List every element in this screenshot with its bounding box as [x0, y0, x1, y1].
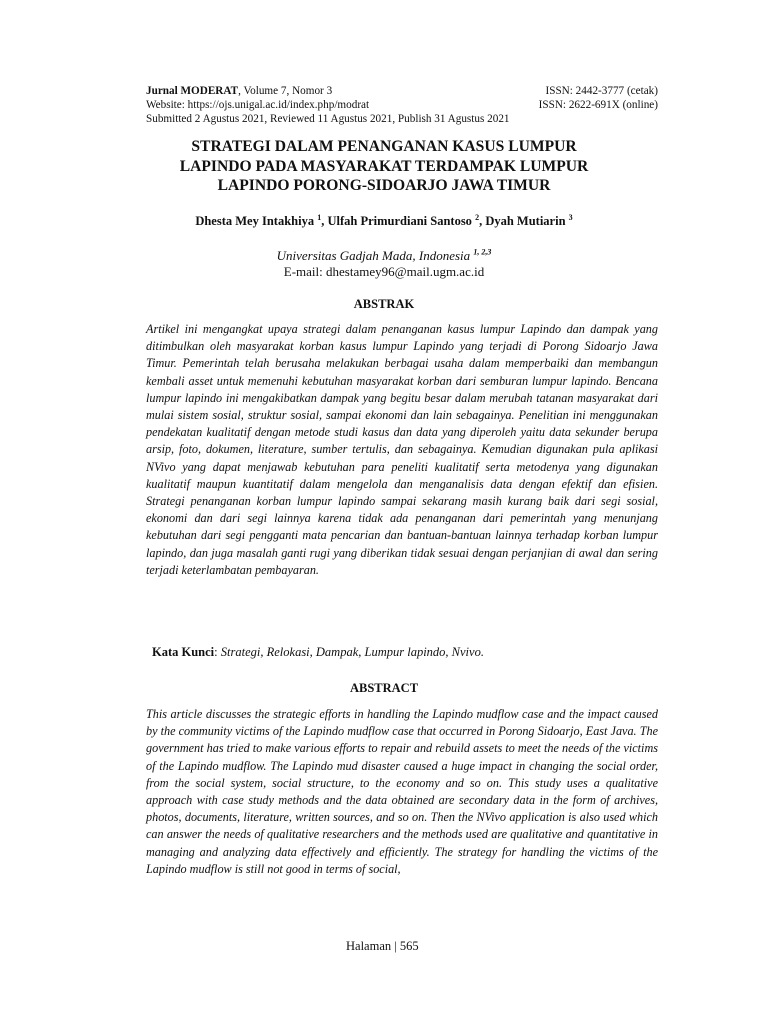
author-name: Ulfah Primurdiani Santoso [327, 214, 472, 228]
abstrak-text: Artikel ini mengangkat upaya strategi dalam penanganan kasus lumpur Lapindo dan dampak yang ditimbulkan oleh masyarakat korban kasus lumpur Lapindo yang terjadi di Porong Sidoarjo Jawa Timur. Pemerintah telah berusaha melakukan berbagai usaha dalam memperbaiki dan membangun kembali asset untuk memenuhi kebutuhan masyarakat korban dari semburan lumpur lapindo. Bencana lumpur lapindo ini mengakibatkan dampak yang begitu besar dalam merubah tatanan masyarakat dari mulai sistem sosial, struktur sosial, sampai ekonomi dan lain sebagainya. Penelitian ini menggunakan pendekatan kualitatif dengan metode studi kasus dan data yang diperoleh yaitu data sekunder berupa arsip, foto, dokumen, literature, sumber tertulis, dan sebagainya. Kemudian digunakan pula aplikasi NVivo yang dapat menjawab kebutuhan para peneliti kualitatif serta metodenya yang digunakan kualitatif maupun kuantitatif dalam mengelola dan menganalisis data dengan efektif dan efisien. Strategi penanganan korban lumpur lapindo sampai sekarang masih kurang baik dari segi sosial, ekonomi dan dari segi lainnya karena tidak ada penanganan dari pemerintah yang menunjang kebutuhan dari segi pengganti mata pencarian dan bantuan-bantuan lainnya terhadap korban lumpur lapindo, dan juga masalah ganti rugi yang diberikan tidak sesuai dengan perjanjian di awal dan sering terjadi keterlambatan pembayaran. [146, 322, 658, 577]
author-list [120, 213, 648, 229]
issn-print: ISSN: 2442-3777 (cetak) [545, 85, 658, 97]
title-line: LAPINDO PORONG-SIDOARJO JAWA TIMUR [217, 177, 551, 194]
author-name: Dhesta Mey Intakhiya [195, 214, 315, 228]
title-line: LAPINDO PADA MASYARAKAT TERDAMPAK LUMPUR [179, 157, 589, 175]
abstrak-heading: ABSTRAK [353, 297, 415, 311]
website-line [146, 98, 658, 112]
title-line: STRATEGI DALAM PENANGANAN KASUS LUMPUR [191, 138, 577, 155]
abstract-heading: ABSTRACT [349, 681, 419, 695]
keywords-line: Kata Kunci: Strategi, Relokasi, Dampak, Lumpur lapindo, Nvivo. [152, 645, 484, 659]
journal-volume: , Volume 7, Nomor 3 [238, 85, 333, 97]
university-name: Universitas Gadjah Mada, Indonesia [276, 248, 471, 263]
website-url: Website: https://ojs.unigal.ac.id/index.php/modrat [146, 99, 370, 111]
author-affil-mark: 2 [475, 212, 480, 222]
affiliation-block [120, 248, 648, 280]
journal-name: Jurnal MODERAT [146, 85, 239, 97]
abstract-text: This article discusses the strategic efforts in handling the Lapindo mudflow case and the impact caused by the community victims of the Lapindo mudflow case that occurred in Porong Sidoarjo, East Java. The government has tried to make various efforts to repair and rebuild assets to meet the needs of the victims of the Lapindo mudflow. The Lapindo mud disaster caused a huge impact in changing the social order, from the social system, social structure, to the economy and so on. This study uses a qualitative approach with case study methods and the data obtained are secondary data in the form of archives, photos, documents, literature, written sources, and so on. Then the NVivo application is also used which can answer the needs of qualitative researchers and the methods used are qualitative and quantitative in managing and analyzing data effectively and efficiently. The strategy for handling the victims of the Lapindo mudflow is still not good in terms of social, [146, 707, 658, 876]
keywords-label: Kata Kunci [152, 645, 215, 659]
author-affil-mark: 1 [317, 212, 322, 222]
affiliation-marks: 1, 2,3 [473, 247, 492, 257]
issn-online: ISSN: 2622-691X (online) [538, 99, 658, 111]
author-email: E-mail: dhestamey96@mail.ugm.ac.id [283, 264, 485, 279]
author-name: Dyah Mutiarin [485, 214, 566, 228]
author-separator: , [321, 214, 328, 228]
page-number: Halaman | 565 [346, 939, 419, 953]
author-affil-mark: 3 [568, 212, 573, 222]
submission-dates: Submitted 2 Agustus 2021, Reviewed 11 Agustus 2021, Publish 31 Agustus 2021 [146, 113, 510, 125]
keywords-values: Strategi, Relokasi, Dampak, Lumpur lapindo, Nvivo. [220, 645, 484, 659]
author-separator: , [479, 214, 486, 228]
journal-header-line [146, 84, 658, 98]
paper-title [120, 137, 648, 196]
